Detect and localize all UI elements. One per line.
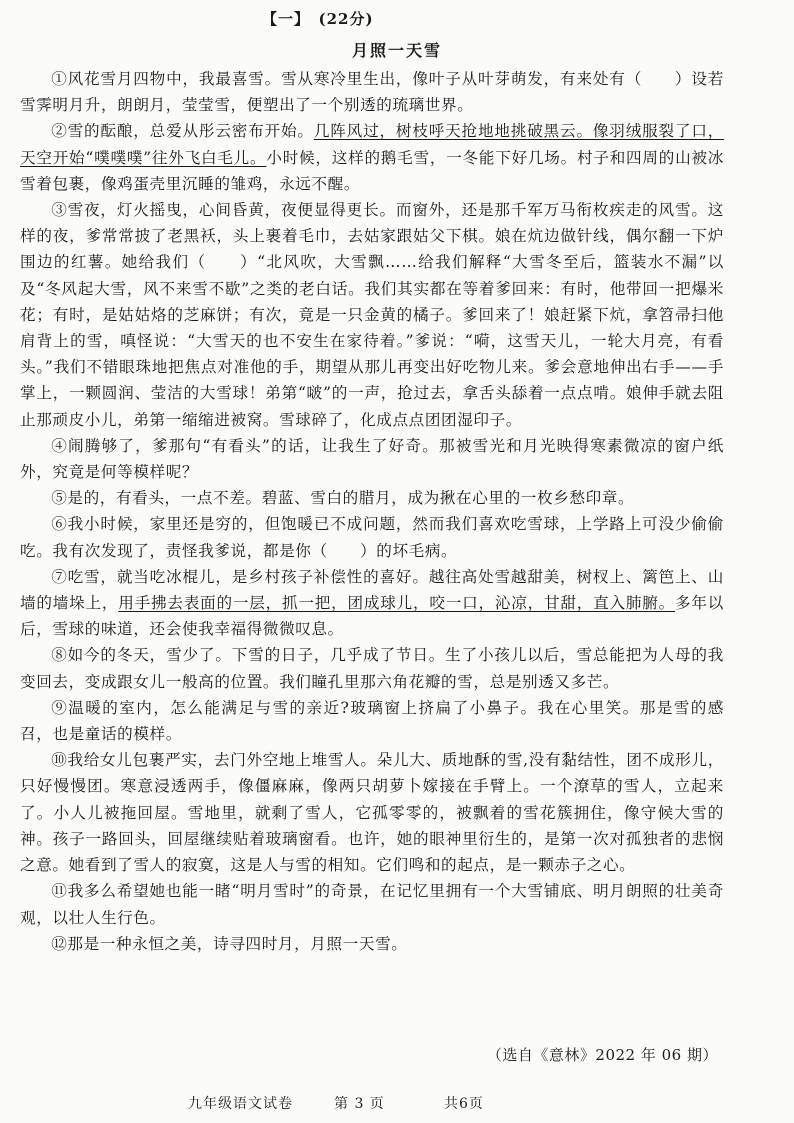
paragraph-text: ③雪夜，灯火摇曳，心间昏黄，夜便显得更长。而窗外，还是那千军万马衔枚疾走的风雪。这样的夜，爹常常披了老黑袄，头上裹着毛巾，去姑家跟姑父下棋。娘在炕边做针线，偶尔翻一下炉围边的红薯。她给我们（ ）“北风吹，大雪飘……给我们解释“大雪冬至后，篮装水不漏”以及“冬风起大雪，风不来雪不歇”之类的老白话。我们其实都在等着爹回来：有时，他带回一把爆米花；有时，是姑姑烙的芝麻饼；有次，竟是一只金黄的橘子。爹回来了！娘赶紧下炕，拿笤帚扫他肩背上的雪，嗔怪说：“大雪天的也不安生在家待着。”爹说：“嗬，这雪天儿，一轮大月亮，有看头。”我们不错眼珠地把焦点对准他的手，期望从那儿再变出好吃物儿来。爹会意地伸出右手——手掌上，一颗圆润、莹洁的大雪球！弟第“啵”的一声，抢过去，拿舌头舔着一点点啃。娘伸手就去阻止那顽皮小儿，弟第一缩缩进被窝。雪球碎了，化成点点团团湿印子。 xyxy=(20,201,724,429)
paragraph-text: 小时候，这样的鹅毛雪，一冬能下好几场。村子和四周的山被冰雪着包裹，像鸡蛋壳里沉睡的雏鸡，永远不醒。 xyxy=(20,148,724,193)
paragraph-10 xyxy=(20,747,724,878)
article-body xyxy=(20,66,724,957)
paragraph-6 xyxy=(20,511,724,563)
paragraph-text: ⑥我小时候，家里还是穷的，但饱暖已不成问题，然而我们喜欢吃雪球，上学路上可没少偷偷吃。我有次发现了，责怪我爹说，都是你（ ）的坏毛病。 xyxy=(20,515,724,560)
paragraph-8 xyxy=(20,642,724,694)
paragraph-1 xyxy=(20,66,724,118)
paragraph-text: ①风花雪月四物中，我最喜雪。雪从寒冷里生出，像叶子从叶芽萌发，有来处有（ ）设若雪霁明月升，朗朗月，莹莹雪，便塑出了一个别透的琉璃世界。 xyxy=(20,70,724,115)
article-title: 月照一天雪 xyxy=(351,41,442,60)
paragraph-text: ⑪我多么希望她也能一睹“明月雪时”的奇景，在记忆里拥有一个大雪铺底、明月朗照的壮美奇观，以壮人生行色。 xyxy=(20,882,724,927)
footer-total-pages: 共6页 xyxy=(444,1096,484,1112)
section-header: 【一】 (22分) xyxy=(262,10,374,28)
paragraph-3 xyxy=(20,197,724,433)
paragraph-text: ⑫那是一种永恒之美，诗寻四时月，月照一天雪。 xyxy=(51,934,408,953)
paragraph-7 xyxy=(20,564,724,643)
underlined-sentence: 用手拂去表面的一层，抓一把，团成球儿，咬一口，沁凉，甘甜，直入肺腑。 xyxy=(118,594,676,613)
paragraph-11 xyxy=(20,878,724,930)
underlined-sentence: 几阵风过，树枝呼天抢地地挑破黑云。像羽绒服裂了口，天空开始“噗噗噗”往外飞白毛儿。 xyxy=(20,122,724,167)
paragraph-text: ⑤是的，有看头，一点不差。碧蓝、雪白的腊月，成为揪在心里的一枚乡愁印章。 xyxy=(51,489,635,508)
paragraph-text: ⑩我给女儿包裹严实，去门外空地上堆雪人。朵儿大、质地酥的雪,没有黏结性，团不成形儿，只好慢慢团。寒意浸透两手，像僵麻麻，像两只胡萝卜嫁接在手臂上。一个潦草的雪人，立起来了。小人儿被拖回屋。雪地里，就剩了雪人，它孤零零的，被飘着的雪花簇拥住，像守候大雪的神。孩子一路回头，回屋继续贴着玻璃窗看。也许，她的眼神里衍生的，是第一次对孤独者的悲悯之意。她看到了雪人的寂寞，这是人与雪的相知。它们鸣和的起点，是一颗赤子之心。 xyxy=(20,751,724,875)
paragraph-text: 多年以后，雪球的味道，还会使我幸福得微微叹息。 xyxy=(20,594,724,639)
paragraph-text: ⑦吃雪，就当吃冰棍儿，是乡村孩子补偿性的喜好。越往高处雪越甜美，树杈上、篱笆上、山墙的墙垛上， xyxy=(20,567,724,613)
footer-exam-name: 九年级语文试卷 xyxy=(188,1096,293,1112)
paragraph-12 xyxy=(20,931,724,957)
paragraph-text: ⑨温暖的室内，怎么能满足与雪的亲近?玻璃窗上挤扁了小鼻子。我在心里笑。那是雪的感召，也是童话的模样。 xyxy=(20,698,724,744)
paragraph-2 xyxy=(20,118,724,197)
source-citation: （选自《意林》2022 年 06 期） xyxy=(486,1046,718,1064)
footer-page-number: 第 3 页 xyxy=(334,1096,385,1112)
paragraph-4 xyxy=(20,433,724,485)
paragraph-text: ②雪的酝酿，总爱从彤云密布开始。 xyxy=(51,122,314,141)
paragraph-9 xyxy=(20,695,724,747)
paragraph-5 xyxy=(20,485,724,511)
paragraph-text: ④闹腾够了，爹那句“有看头”的话，让我生了好奇。那被雪光和月光映得寒素微凉的窗户纸外，究竟是何等模样呢？ xyxy=(20,436,724,482)
paragraph-text: ⑧如今的冬天，雪少了。下雪的日子，几乎成了节日。生了小孩儿以后，雪总能把为人母的我变回去，变成跟女儿一般高的位置。我们瞳孔里那六角花瓣的雪，总是别透又多芒。 xyxy=(20,646,724,691)
